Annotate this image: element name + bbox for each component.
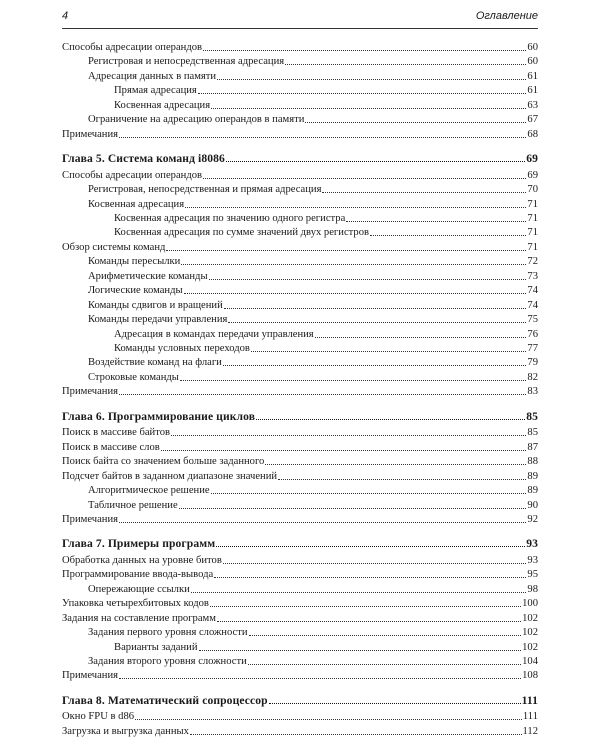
toc-entry: [62, 553, 538, 567]
page-header: [62, 10, 538, 29]
toc-entry-page: 60: [527, 56, 538, 68]
dot-leader: [217, 621, 521, 622]
toc-entry-title: Регистровая, непосредственная и прямая адресация: [88, 184, 322, 196]
dot-leader: [191, 592, 527, 593]
toc-entry-page: 98: [527, 583, 538, 595]
toc-entry: [62, 283, 538, 297]
dot-leader: [211, 108, 526, 109]
toc-entry-page: 93: [526, 537, 538, 551]
toc-entry-page: 76: [527, 328, 538, 340]
dot-leader: [209, 279, 527, 280]
dot-leader: [223, 365, 527, 366]
toc-entry-page: 61: [527, 85, 538, 97]
toc-entry: [62, 69, 538, 83]
toc-entry-page: 90: [527, 499, 538, 511]
toc-entry-page: 102: [522, 627, 538, 639]
toc-entry-page: 68: [527, 128, 538, 140]
toc-entry: [62, 469, 538, 483]
toc-entry-title: Адресация данных в памяти: [88, 70, 217, 82]
toc-entry-page: 75: [527, 314, 538, 326]
dot-leader: [305, 122, 526, 123]
dot-leader: [216, 546, 525, 547]
toc-entry-page: 112: [522, 725, 538, 737]
toc-entry-page: 85: [527, 427, 538, 439]
toc-entry-title: Команды пересылки: [88, 256, 181, 268]
dot-leader: [184, 293, 527, 294]
dot-leader: [226, 161, 525, 162]
toc-entry-title: Глава 6. Программирование циклов: [62, 409, 256, 423]
toc-entry: [62, 327, 538, 341]
dot-leader: [203, 178, 526, 179]
dot-leader: [278, 479, 526, 480]
toc-entry-title: Строковые команды: [88, 371, 179, 383]
toc-entry-title: Ограничение на адресацию операндов в памяти: [88, 114, 305, 126]
toc-entry: [62, 709, 538, 723]
toc-entry: [62, 40, 538, 54]
toc-entry: [62, 355, 538, 369]
toc-entry-title: Обзор системы команд: [62, 241, 166, 253]
toc-entry-title: Команды сдвигов и вращений: [88, 299, 223, 311]
toc-entry: [62, 724, 538, 738]
toc-entry: [62, 211, 538, 225]
toc-entry: [62, 127, 538, 141]
toc-entry-title: Поиск байта со значением больше заданного: [62, 456, 265, 468]
toc-entry-page: 74: [527, 299, 538, 311]
dot-leader: [322, 192, 526, 193]
toc-entry-title: Глава 5. Система команд i8086: [62, 152, 225, 166]
toc-entry: [62, 298, 538, 312]
dot-leader: [248, 664, 521, 665]
dot-leader: [265, 464, 526, 465]
dot-leader: [185, 207, 526, 208]
toc-entry-title: Примечания: [62, 386, 118, 398]
toc-entry: [62, 512, 538, 526]
dot-leader: [119, 678, 521, 679]
toc-entry-title: Косвенная адресация: [88, 198, 185, 210]
toc-entry: [62, 440, 538, 454]
toc-entry-page: 79: [527, 357, 538, 369]
toc-chapter-entry: [62, 536, 538, 550]
dot-leader: [180, 380, 527, 381]
toc-entry: [62, 625, 538, 639]
toc-entry-page: 93: [527, 554, 538, 566]
toc-entry: [62, 370, 538, 384]
dot-leader: [179, 508, 527, 509]
toc-entry: [62, 498, 538, 512]
toc-entry: [62, 341, 538, 355]
toc-entry: [62, 225, 538, 239]
dot-leader: [214, 577, 526, 578]
dot-leader: [166, 250, 526, 251]
toc-chapter-entry: [62, 151, 538, 165]
toc-entry: [62, 425, 538, 439]
dot-leader: [370, 235, 526, 236]
toc-entry-page: 111: [521, 693, 538, 707]
toc-entry: [62, 182, 538, 196]
toc-entry-title: Косвенная адресация: [114, 99, 211, 111]
toc-entry-page: 74: [527, 285, 538, 297]
toc-entry-title: Упаковка четырехбитовых кодов: [62, 598, 209, 610]
dot-leader: [346, 221, 526, 222]
dot-leader: [251, 351, 526, 352]
toc-entry-page: 108: [522, 670, 538, 682]
toc-entry-page: 77: [527, 343, 538, 354]
toc-entry-page: 87: [527, 441, 538, 453]
toc-entry-page: 61: [527, 70, 538, 82]
toc-entry-title: Команды передачи управления: [88, 314, 228, 326]
toc-entry-page: 63: [527, 99, 538, 111]
dot-leader: [217, 79, 526, 80]
toc-entry-page: 71: [527, 198, 538, 210]
toc-entry-page: 92: [527, 513, 538, 525]
toc-entry-title: Способы адресации операндов: [62, 42, 203, 53]
toc-entry: [62, 269, 538, 283]
dot-leader: [210, 606, 521, 607]
toc-entry-title: Опережающие ссылки: [88, 583, 190, 595]
toc-entry-page: 72: [527, 256, 538, 268]
toc-entry-page: 71: [527, 241, 538, 253]
dot-leader: [203, 50, 526, 51]
toc-entry-title: Задания первого уровня сложности: [88, 627, 248, 639]
dot-leader: [285, 64, 526, 65]
toc-chapter-entry: [62, 693, 538, 707]
toc-entry-title: Прямая адресация: [114, 85, 197, 97]
toc-entry-page: 69: [526, 152, 538, 166]
toc-entry-page: 83: [527, 386, 538, 398]
toc-entry-page: 70: [527, 184, 538, 196]
toc-entry-title: Регистровая и непосредственная адресация: [88, 56, 285, 68]
dot-leader: [224, 308, 527, 309]
toc-entry-title: Способы адресации операндов: [62, 169, 203, 181]
toc-entry: [62, 567, 538, 581]
toc-entry-title: Адресация в командах передачи управления: [114, 328, 314, 340]
toc-entry-title: Поиск в массиве байтов: [62, 427, 171, 439]
toc-entry-title: Программирование ввода-вывода: [62, 569, 214, 581]
dot-leader: [181, 264, 526, 265]
toc-entry-page: 104: [522, 656, 538, 667]
dot-leader: [211, 493, 527, 494]
toc-entry-page: 71: [527, 227, 538, 239]
toc-entry-title: Окно FPU в d86: [62, 711, 135, 723]
dot-leader: [256, 419, 525, 420]
dot-leader: [269, 703, 521, 704]
toc-entry: [62, 483, 538, 497]
toc-entry-title: Логические команды: [88, 285, 183, 297]
toc-entry: [62, 596, 538, 610]
dot-leader: [249, 635, 522, 636]
toc-entry: [62, 640, 538, 654]
toc-entry-page: 85: [526, 409, 538, 423]
toc-entry: [62, 254, 538, 268]
toc-entry-title: Косвенная адресация по значению одного регистра: [114, 212, 346, 224]
toc-entry-title: Примечания: [62, 513, 118, 525]
toc-entry: [62, 454, 538, 468]
toc-entry-title: Команды условных переходов: [114, 343, 250, 354]
toc-entry-title: Глава 8. Математический сопроцессор: [62, 693, 268, 707]
toc-entry-page: 89: [527, 470, 538, 482]
toc-entry-title: Загрузка и выгрузка данных: [62, 725, 189, 737]
toc-entry: [62, 668, 538, 682]
toc-entry: [62, 54, 538, 68]
toc-entry-page: 102: [522, 612, 538, 624]
toc-entry: [62, 654, 538, 668]
toc-entry-page: 69: [527, 169, 538, 181]
toc-entry: [62, 197, 538, 211]
dot-leader: [119, 522, 526, 523]
toc-entry-page: 82: [527, 371, 538, 383]
dot-leader: [228, 322, 526, 323]
toc-entry-title: Табличное решение: [88, 499, 178, 511]
toc-chapter-entry: [62, 409, 538, 423]
toc-entry-title: Арифметические команды: [88, 270, 208, 282]
dot-leader: [315, 337, 527, 338]
toc-entry: [62, 611, 538, 625]
toc-entry-title: Обработка данных на уровне битов: [62, 554, 222, 566]
section-title: Оглавление: [475, 10, 538, 22]
toc-entry-title: Примечания: [62, 128, 118, 140]
toc-entry: [62, 240, 538, 254]
dot-leader: [171, 435, 526, 436]
toc-entry-page: 89: [527, 485, 538, 497]
toc-entry: [62, 582, 538, 596]
toc-entry: [62, 384, 538, 398]
toc-entry-page: 100: [522, 598, 538, 610]
dot-leader: [119, 394, 526, 395]
toc-entry-title: Задания на составление программ: [62, 612, 216, 624]
dot-leader: [199, 650, 522, 651]
toc-entry-title: Воздействие команд на флаги: [88, 357, 222, 369]
dot-leader: [223, 563, 527, 564]
dot-leader: [161, 450, 527, 451]
dot-leader: [198, 93, 527, 94]
dot-leader: [119, 137, 526, 138]
dot-leader: [135, 719, 522, 720]
toc-entry: [62, 312, 538, 326]
toc-entry: [62, 168, 538, 182]
toc-entry-title: Поиск в массиве слов: [62, 441, 160, 453]
toc-entry: [62, 112, 538, 126]
page-number: 4: [62, 10, 69, 22]
toc-entry-page: 88: [527, 456, 538, 468]
dot-leader: [190, 734, 522, 735]
toc-entry-title: Примечания: [62, 670, 118, 682]
toc-entry-page: 60: [527, 42, 538, 53]
toc-entry-page: 73: [527, 270, 538, 282]
toc-entry-title: Косвенная адресация по сумме значений двух регистров: [114, 227, 370, 239]
toc-entry: [62, 98, 538, 112]
toc-entry: [62, 83, 538, 97]
toc-entry-title: Задания второго уровня сложности: [88, 656, 247, 667]
toc-entry-page: 102: [522, 641, 538, 653]
toc-entry-title: Алгоритмическое решение: [88, 485, 210, 497]
toc-entry-title: Подсчет байтов в заданном диапазоне значений: [62, 470, 278, 482]
toc-entry-page: 71: [527, 212, 538, 224]
toc-entry-page: 67: [527, 114, 538, 126]
toc-entry-title: Глава 7. Примеры программ: [62, 537, 216, 551]
toc-entry-title: Варианты заданий: [114, 641, 198, 653]
toc-entry-page: 95: [527, 569, 538, 581]
toc-entry-page: 111: [522, 711, 538, 723]
